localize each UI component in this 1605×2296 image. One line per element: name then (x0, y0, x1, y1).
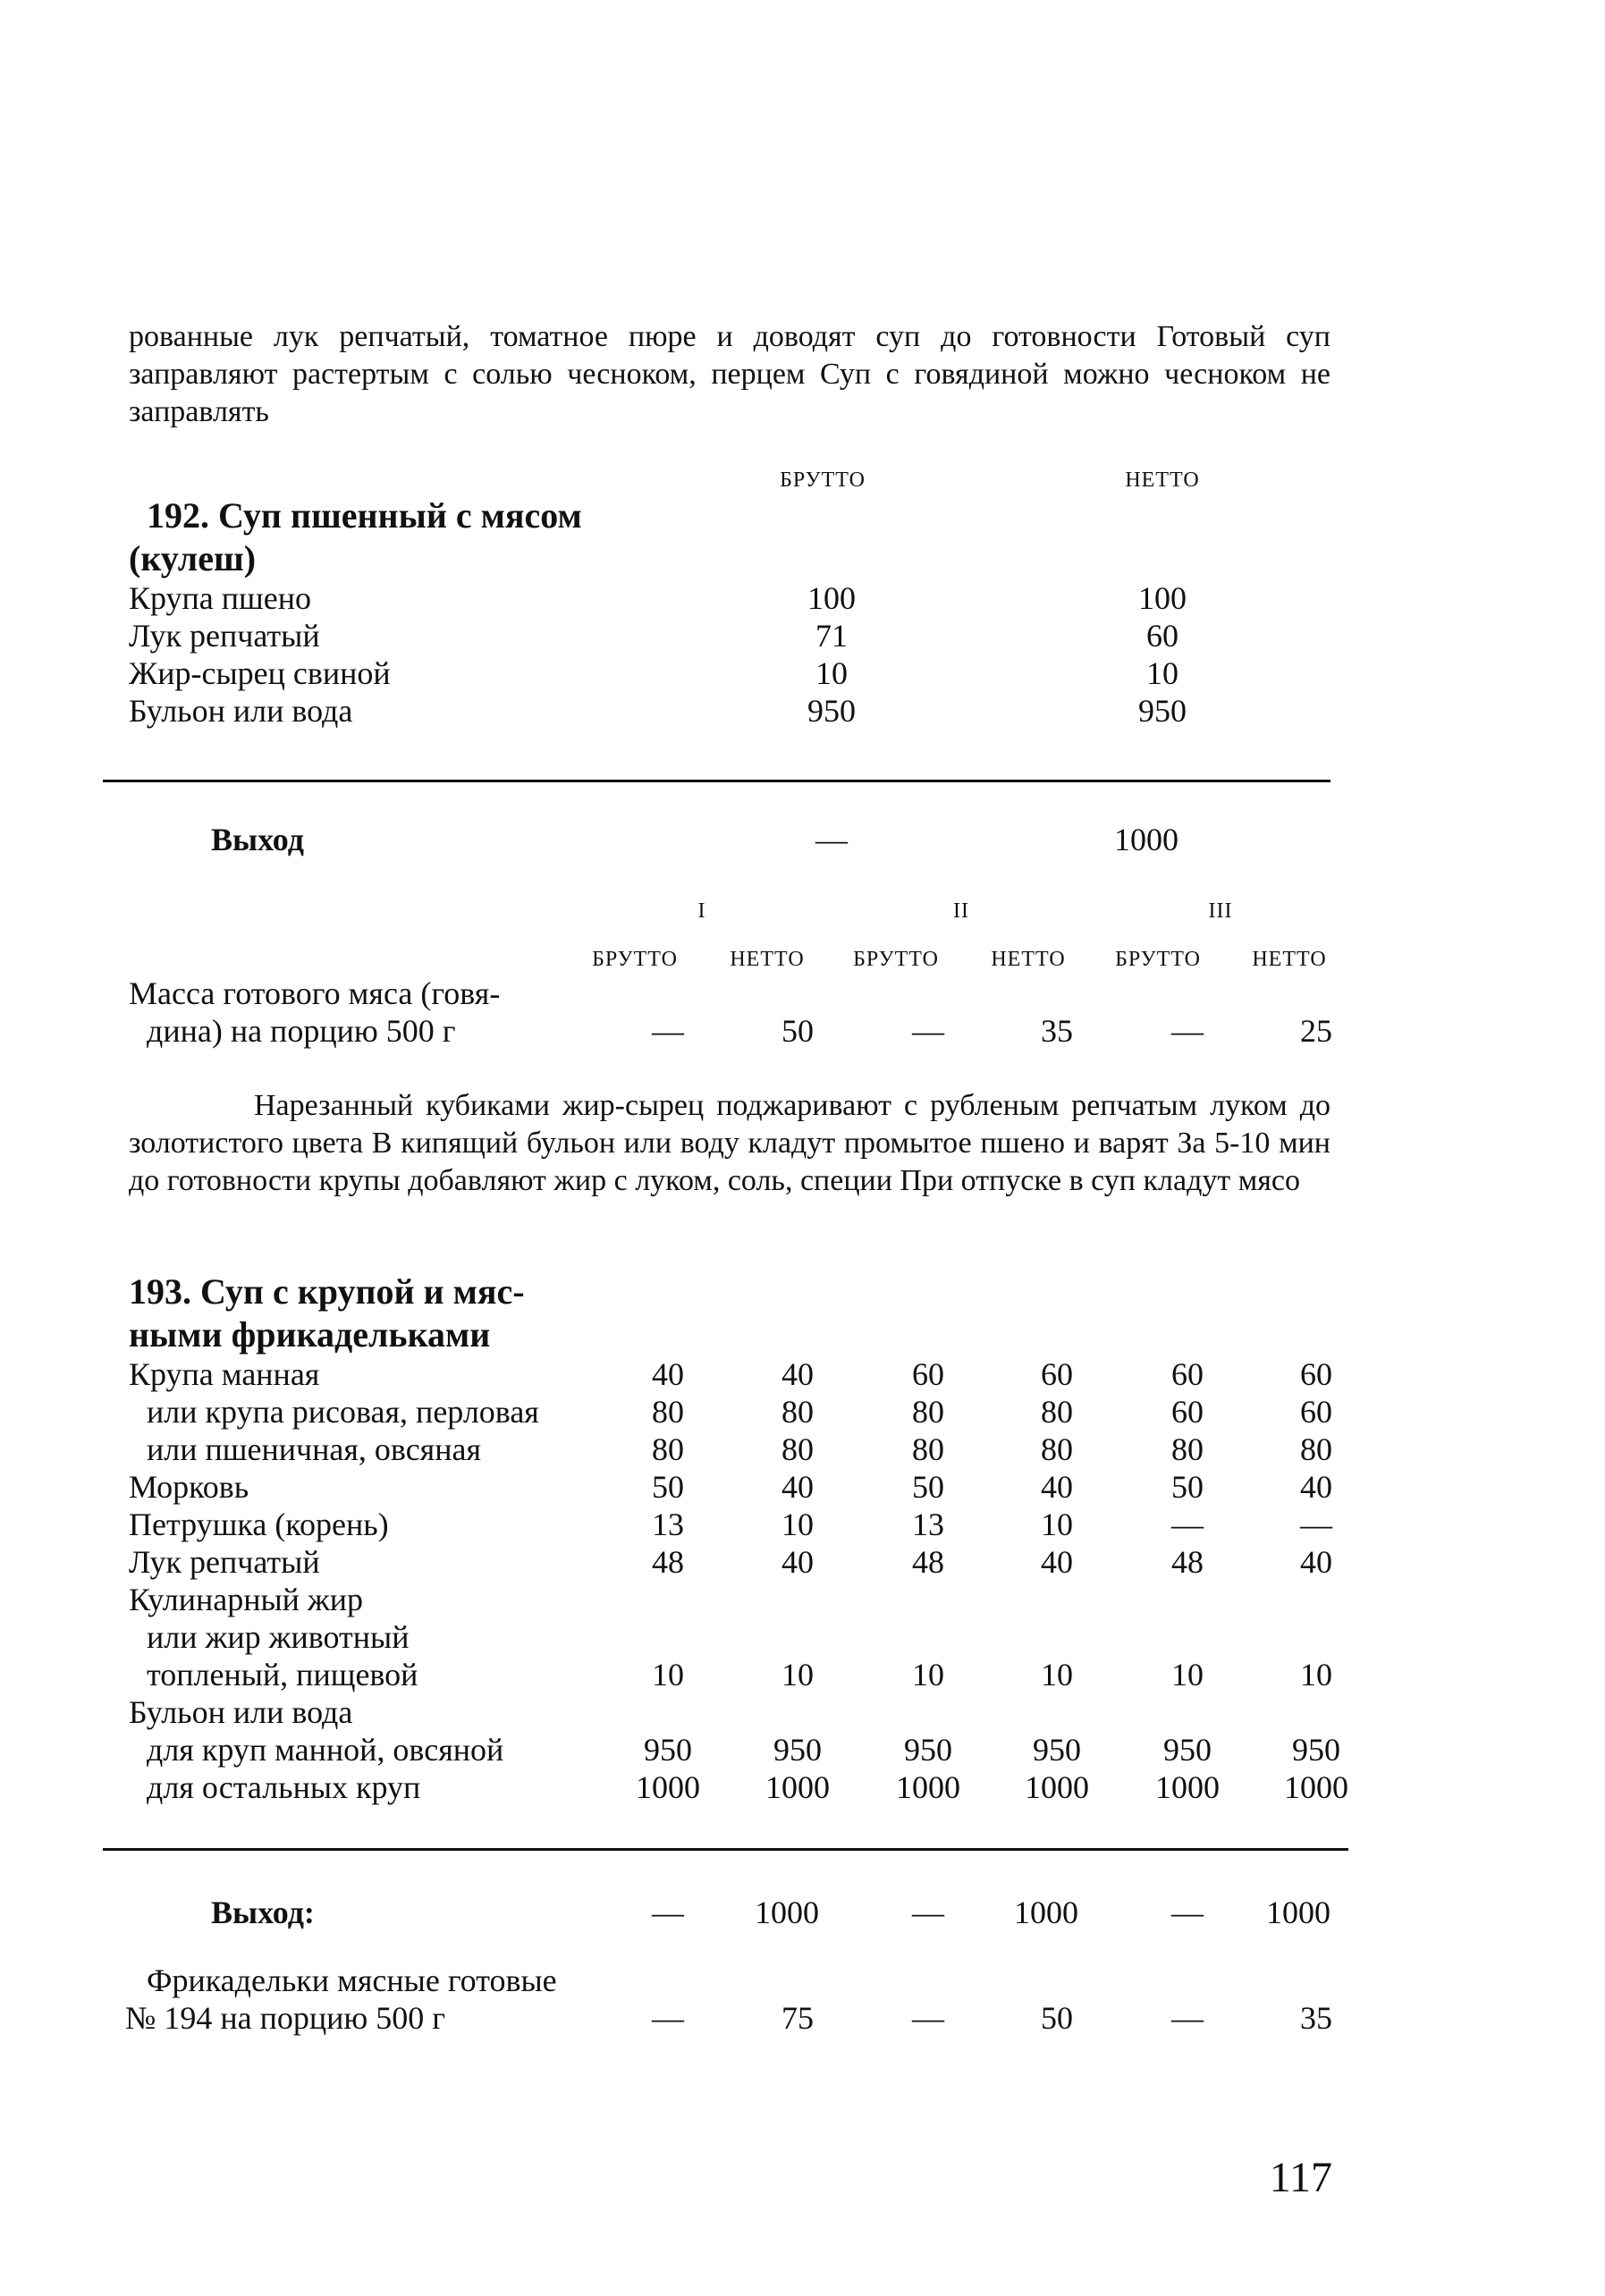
value: 80 (912, 1431, 944, 1467)
intro-paragraph: рованные лук репчатый, томатное пюре и доводят суп до готовности Готовый суп заправляют растертым с солью чесноком, перцем Суп с говядиной можно чесноком не заправлять (129, 320, 1330, 428)
value-brutto: 100 (807, 580, 856, 616)
sub-col-header: БРУТТО (592, 948, 678, 971)
value: 50 (1171, 1469, 1204, 1505)
ingredient-name: Крупа пшено (129, 580, 312, 616)
value-brutto: 10 (815, 655, 848, 691)
yield-netto: 1000 (1114, 822, 1178, 857)
value-brutto: 71 (815, 618, 848, 654)
value: 40 (1041, 1544, 1073, 1580)
value: 13 (912, 1507, 944, 1542)
value: 950 (1033, 1732, 1081, 1768)
value-brutto: 950 (807, 693, 856, 729)
value: 50 (912, 1469, 944, 1505)
ingredient-name: Морковь (129, 1469, 249, 1505)
yield-label: Выход: (211, 1895, 315, 1930)
meatballs-value: 35 (1300, 2000, 1332, 2036)
category-label: II (953, 899, 969, 923)
meatballs-label: Фрикадельки мясные готовые (147, 1963, 557, 1998)
value: 80 (1041, 1431, 1073, 1467)
value: 80 (781, 1394, 814, 1430)
ingredient-name: Лук репчатый (129, 1544, 320, 1580)
yield-value: 1000 (1014, 1895, 1078, 1930)
section-divider (103, 1848, 1348, 1851)
value: 80 (1171, 1431, 1204, 1467)
ingredient-name: или жир животный (147, 1619, 410, 1655)
value: 13 (652, 1507, 684, 1542)
value: 60 (1300, 1394, 1332, 1430)
value: 1000 (1155, 1769, 1220, 1805)
category-label: I (697, 899, 706, 923)
value: 10 (1041, 1657, 1073, 1692)
meat-value: 25 (1300, 1013, 1332, 1049)
value: 40 (1300, 1469, 1332, 1505)
meatballs-value: 50 (1041, 2000, 1073, 2036)
category-label: III (1208, 899, 1233, 923)
recipe-192-title-2: (кулеш) (129, 538, 257, 578)
yield-value: 1000 (755, 1895, 819, 1930)
value: 950 (644, 1732, 692, 1768)
ingredient-name: Бульон или вода (129, 693, 353, 729)
value: 80 (912, 1394, 944, 1430)
meatballs-value: — (652, 2000, 684, 2036)
sub-col-header: БРУТТО (853, 948, 939, 971)
value: 50 (652, 1469, 684, 1505)
recipe-193-title: 193. Суп с крупой и мяс- (129, 1271, 525, 1312)
value: 10 (781, 1507, 814, 1542)
value: 40 (781, 1356, 814, 1392)
value: 60 (1171, 1394, 1204, 1430)
meatballs-value: — (1171, 2000, 1204, 2036)
value: 80 (1300, 1431, 1332, 1467)
ingredient-name: Бульон или вода (129, 1694, 353, 1730)
sub-col-header: НЕТТО (1252, 948, 1327, 971)
yield-brutto: — (815, 822, 848, 857)
ingredient-name: Лук репчатый (129, 618, 320, 654)
meat-mass-label-2: дина) на порцию 500 г (147, 1013, 456, 1049)
col-header-netto: НЕТТО (1125, 468, 1200, 492)
value: 950 (1163, 1732, 1212, 1768)
value: 1000 (765, 1769, 830, 1805)
value: 40 (1300, 1544, 1332, 1580)
section-divider (103, 780, 1330, 782)
yield-label: Выход (211, 822, 304, 857)
ingredient-name: Кулинарный жир (129, 1582, 364, 1617)
meat-value: 50 (781, 1013, 814, 1049)
meat-value: 35 (1041, 1013, 1073, 1049)
col-header-brutto: БРУТТО (780, 468, 866, 492)
value: 950 (1292, 1732, 1340, 1768)
yield-value: — (1171, 1895, 1204, 1930)
meatballs-label-2: № 194 на порцию 500 г (125, 2000, 446, 2036)
ingredient-name: Петрушка (корень) (129, 1507, 389, 1542)
value: 60 (1300, 1356, 1332, 1392)
sub-col-header: НЕТТО (991, 948, 1066, 971)
value: 80 (652, 1394, 684, 1430)
meat-value: — (652, 1013, 684, 1049)
value: 10 (1171, 1657, 1204, 1692)
value: 10 (1041, 1507, 1073, 1542)
value: 40 (652, 1356, 684, 1392)
value: 10 (781, 1657, 814, 1692)
value: 80 (781, 1431, 814, 1467)
method-paragraph: Нарезанный кубиками жир-сырец поджаривают с рубленым репчатым луком до золотистого цвета В кипящий бульон или воду кладут промытое пшено и варят За 5-10 мин до готовности крупы добавляют жир с луком, соль, специи При отпуске в суп кладут мясо (129, 1089, 1330, 1197)
ingredient-name: топленый, пищевой (147, 1657, 418, 1692)
meat-value: — (912, 1013, 944, 1049)
value: 1000 (1025, 1769, 1089, 1805)
value: 60 (1041, 1356, 1073, 1392)
page-number: 117 (1269, 2154, 1332, 2201)
value: 1000 (1284, 1769, 1348, 1805)
value: — (1171, 1507, 1204, 1542)
value: 80 (1041, 1394, 1073, 1430)
sub-col-header: НЕТТО (730, 948, 805, 971)
value: 80 (652, 1431, 684, 1467)
value-netto: 950 (1138, 693, 1187, 729)
value: 1000 (636, 1769, 700, 1805)
value-netto: 10 (1146, 655, 1178, 691)
value-netto: 100 (1138, 580, 1187, 616)
yield-value: 1000 (1266, 1895, 1330, 1930)
yield-value: — (652, 1895, 684, 1930)
ingredient-name: для остальных круп (147, 1769, 421, 1805)
value: 950 (904, 1732, 952, 1768)
value: 1000 (896, 1769, 960, 1805)
recipe-193-title-2: ными фрикадельками (129, 1314, 491, 1355)
value: 40 (781, 1469, 814, 1505)
value: — (1300, 1507, 1332, 1542)
value: 10 (652, 1657, 684, 1692)
value: 48 (912, 1544, 944, 1580)
value: 950 (773, 1732, 822, 1768)
meatballs-value: 75 (781, 2000, 814, 2036)
value: 40 (1041, 1469, 1073, 1505)
ingredient-name: для круп манной, овсяной (147, 1732, 504, 1768)
value-netto: 60 (1146, 618, 1178, 654)
value: 60 (1171, 1356, 1204, 1392)
value: 48 (652, 1544, 684, 1580)
yield-value: — (912, 1895, 944, 1930)
recipe-192-title: 192. Суп пшенный с мясом (147, 495, 582, 536)
meat-mass-label: Масса готового мяса (говя- (129, 975, 501, 1011)
value: 60 (912, 1356, 944, 1392)
value: 10 (912, 1657, 944, 1692)
ingredient-name: Крупа манная (129, 1356, 320, 1392)
value: 48 (1171, 1544, 1204, 1580)
sub-col-header: БРУТТО (1115, 948, 1201, 971)
ingredient-name: или пшеничная, овсяная (147, 1431, 482, 1467)
meatballs-value: — (912, 2000, 944, 2036)
ingredient-name: или крупа рисовая, перловая (147, 1394, 539, 1430)
meat-value: — (1171, 1013, 1204, 1049)
ingredient-name: Жир-сырец свиной (129, 655, 391, 691)
value: 40 (781, 1544, 814, 1580)
value: 10 (1300, 1657, 1332, 1692)
